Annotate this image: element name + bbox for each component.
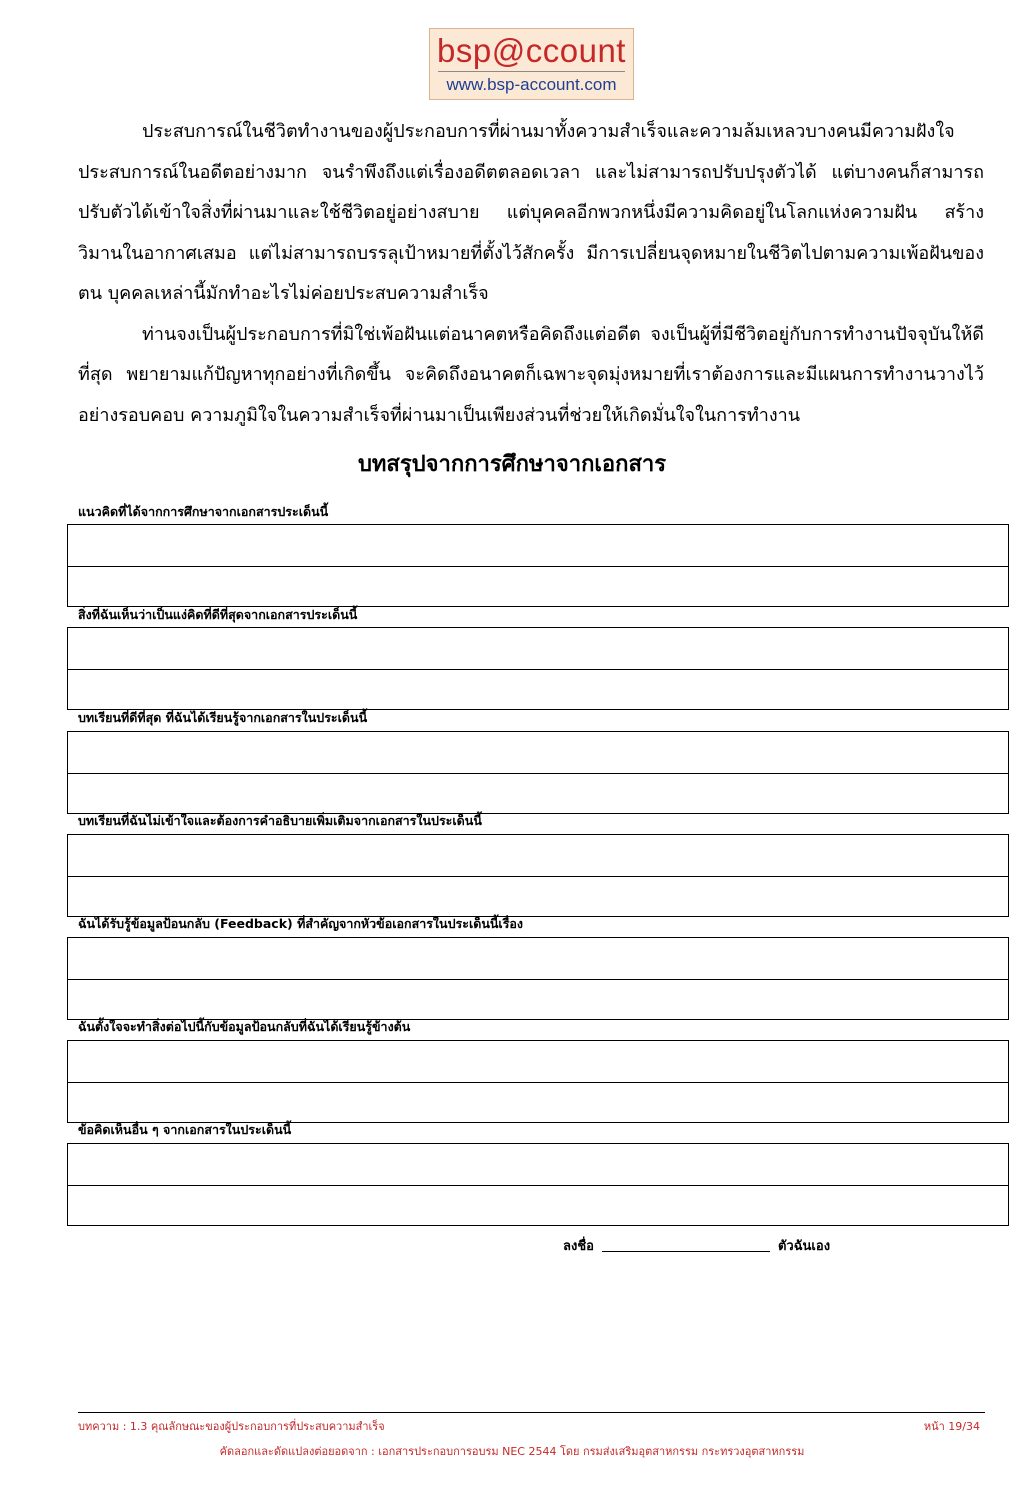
footer-article-title: บทความ : 1.3 คุณลักษณะของผู้ประกอบการที่ประสบความสำเร็จ: [78, 1420, 385, 1433]
answer-box-1[interactable]: [67, 524, 1009, 607]
signature-line: [563, 1237, 830, 1257]
answer-line[interactable]: [68, 1041, 1008, 1082]
question-label-2: สิ่งที่ฉันเห็นว่าเป็นแง่คิดที่ดีที่สุดจากเอกสารประเด็นนี้: [78, 607, 358, 622]
question-label-7: ข้อคิดเห็นอื่น ๆ จากเอกสารในประเด็นนี้: [78, 1122, 292, 1137]
answer-line[interactable]: [68, 1082, 1008, 1123]
signature-prefix: ลงชื่อ: [563, 1239, 594, 1254]
signature-field[interactable]: [602, 1239, 770, 1252]
logo-brand: bsp@ccount: [437, 32, 626, 69]
answer-line[interactable]: [68, 876, 1008, 917]
logo-url: www.bsp-account.com: [446, 75, 617, 94]
paragraph-1: ประสบการณ์ในชีวิตทำงานของผู้ประกอบการที่ผ่านมาทั้งความสำเร็จและความล้มเหลวบางคนมีความฝังใจประสบการณ์ในอดีตอย่างมาก จนรำพึงถึงแต่เรื่องอดีตตลอดเวลา และไม่สามารถปรับปรุงตัวได้ แต่บางคนก็สามารถปรับตัวได้เข้าใจสิ่งที่ผ่านมาและใช้ชีวิตอยู่อย่างสบาย แต่บุคคลอีกพวกหนึ่งมีความคิดอยู่ในโลกแห่งความฝัน สร้างวิมานในอากาศเสมอ แต่ไม่สามารถบรรลุเป้าหมายที่ตั้งไว้สักครั้ง มีการเปลี่ยนจุดหมายในชีวิตไปตามความเพ้อฝันของตน บุคคลเหล่านี้มักทำอะไรไม่ค่อยประสบความสำเร็จ: [78, 121, 984, 304]
answer-line[interactable]: [68, 938, 1008, 979]
question-label-4: บทเรียนที่ฉันไม่เข้าใจและต้องการคำอธิบายเพิ่มเติมจากเอกสารในประเด็นนี้: [78, 813, 482, 828]
footer-divider: [78, 1412, 985, 1413]
footer-credit: คัดลอกและดัดแปลงต่อยอดจาก : เอกสารประกอบการอบรม NEC 2544 โดย กรมส่งเสริมอุตสาหกรรม กระทรวงอุตสาหกรรม: [219, 1445, 805, 1458]
answer-line[interactable]: [68, 566, 1008, 607]
question-label-6: ฉันตั้งใจจะทำสิ่งต่อไปนี้กับข้อมูลป้อนกลับที่ฉันได้เรียนรู้ข้างต้น: [78, 1019, 411, 1034]
question-label-5: ฉันได้รับรู้ข้อมูลป้อนกลับ (Feedback) ที่สำคัญจากหัวข้อเอกสารในประเด็นนี้เรื่อง: [78, 916, 524, 931]
answer-line[interactable]: [68, 669, 1008, 710]
answer-line[interactable]: [68, 525, 1008, 566]
answer-line[interactable]: [68, 1144, 1008, 1185]
signature-suffix: ตัวฉันเอง: [777, 1239, 831, 1254]
answer-box-7[interactable]: [67, 1143, 1009, 1226]
intro-text: [78, 112, 984, 436]
answer-line[interactable]: [68, 835, 1008, 876]
section-title: บทสรุปจากการศึกษาจากเอกสาร: [357, 452, 667, 477]
logo: [429, 28, 634, 100]
question-label-3: บทเรียนที่ดีที่สุด ที่ฉันได้เรียนรู้จากเอกสารในประเด็นนี้: [78, 710, 368, 725]
answer-line[interactable]: [68, 979, 1008, 1020]
answer-box-2[interactable]: [67, 627, 1009, 710]
answer-line[interactable]: [68, 773, 1008, 814]
question-label-1: แนวคิดที่ได้จากการศึกษาจากเอกสารประเด็นนี้: [78, 504, 329, 519]
answer-line[interactable]: [68, 1185, 1008, 1226]
answer-line[interactable]: [68, 628, 1008, 669]
footer-page-number: หน้า 19/34: [923, 1420, 980, 1433]
paragraph-2: ท่านจงเป็นผู้ประกอบการที่มิใช่เพ้อฝันแต่อนาคตหรือคิดถึงแต่อดีต จงเป็นผู้ที่มีชีวิตอยู่กับการทำงานปัจจุบันให้ดีที่สุด พยายามแก้ปัญหาทุกอย่างที่เกิดขึ้น จะคิดถึงอนาคตก็เฉพาะจุดมุ่งหมายที่เราต้องการและมีแผนการทำงานวางไว้อย่างรอบคอบ ความภูมิใจในความสำเร็จที่ผ่านมาเป็นเพียงส่วนที่ช่วยให้เกิดมั่นใจในการทำงาน: [78, 323, 984, 426]
answer-box-6[interactable]: [67, 1040, 1009, 1123]
answer-box-5[interactable]: [67, 937, 1009, 1020]
answer-box-3[interactable]: [67, 731, 1009, 814]
logo-divider: [438, 71, 625, 72]
answer-box-4[interactable]: [67, 834, 1009, 917]
answer-line[interactable]: [68, 732, 1008, 773]
